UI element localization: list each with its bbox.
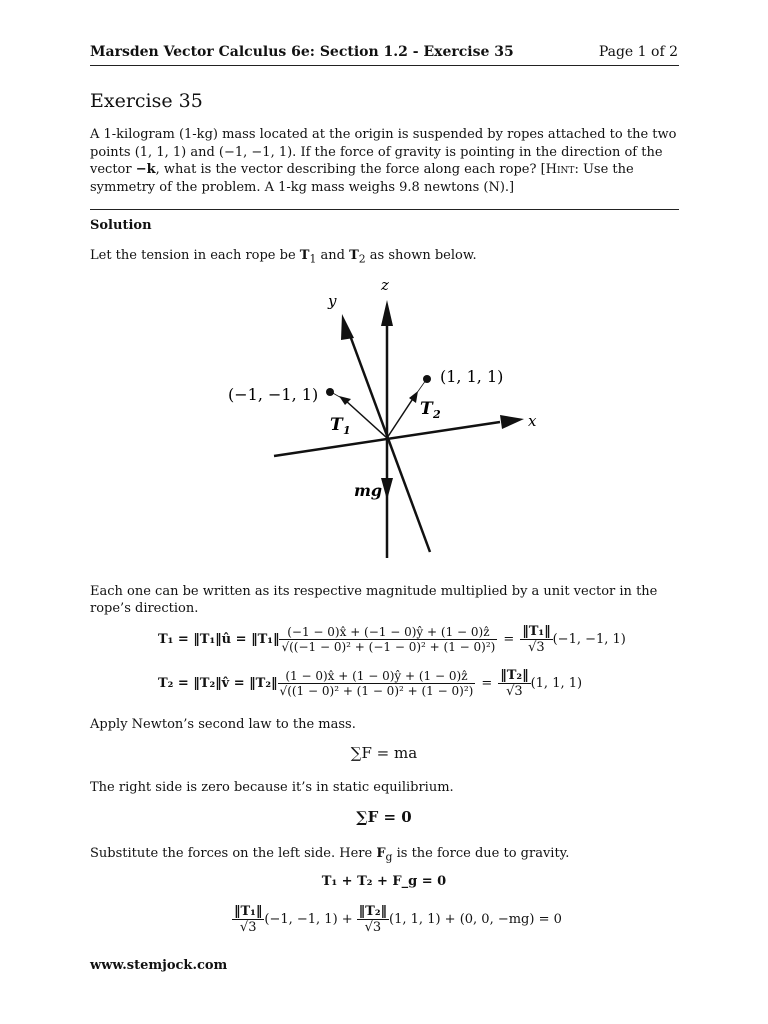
- equation-final: [232, 904, 562, 935]
- eq-final-n2: ‖T₂‖: [358, 904, 388, 919]
- intro-after: as shown below.: [365, 248, 477, 263]
- hint-word: Hint: [545, 162, 575, 177]
- y-axis-arrowhead: [341, 314, 354, 340]
- t2-rope: [414, 380, 426, 397]
- mg-label: mg: [354, 481, 383, 500]
- substitute-fg: F: [376, 846, 386, 861]
- x-axis-arrowhead: [500, 415, 524, 429]
- intro-before: Let the tension in each rope be: [90, 248, 300, 263]
- substitute-before: Substitute the forces on the left side. Here: [90, 846, 377, 861]
- point-left: [326, 388, 334, 396]
- eq-t1-num: (−1 − 0)x̂ + (−1 − 0)ŷ + (1 − 0)ẑ: [279, 625, 497, 640]
- axis-y-label: y: [328, 292, 337, 310]
- t2-vector: [387, 397, 414, 438]
- intro-text: [90, 247, 477, 268]
- solution-heading: Solution: [90, 218, 152, 233]
- equation-sum: T₁ + T₂ + F_g = 0: [321, 874, 447, 889]
- eq-t1-rnum: ‖T₁‖: [522, 624, 551, 639]
- problem-text-1: A 1-kilogram (1-kg) mass located at the origin is suspended by ropes attached to the two points (1, 1, 1) and (−1, −1, 1). If the force of gravity is pointing in the direction of the vector: [90, 127, 677, 177]
- eq-final-frac1: [232, 904, 264, 935]
- problem-statement: [90, 126, 680, 196]
- t1-label-sub: 1: [343, 424, 351, 437]
- header-rule: [90, 65, 679, 66]
- eq-t2-rden: √3: [506, 684, 523, 699]
- problem-text-3: : Use the symmetry of the problem. A 1-kg mass weighs 9.8 newtons (N).]: [90, 162, 634, 195]
- intro-t1: T: [299, 248, 310, 263]
- intro-mid: and: [316, 248, 350, 263]
- eq-t1-equals: =: [503, 632, 515, 647]
- point-right-label: (1, 1, 1): [440, 367, 504, 386]
- force-diagram: [200, 270, 560, 570]
- eq-t2-fraction: [278, 669, 476, 698]
- eq-final-d2: √3: [364, 920, 382, 935]
- unit-vector-text: Each one can be written as its respective magnitude multiplied by a unit vector in the rope’s direction.: [90, 584, 658, 616]
- eq-final-v1: (−1, −1, 1) +: [264, 912, 353, 927]
- eq-t1-vec: (−1, −1, 1): [552, 632, 626, 647]
- y-axis: [348, 330, 430, 552]
- t1-label: T: [330, 415, 343, 435]
- eq-final-frac2: [357, 904, 389, 935]
- z-axis-arrowhead: [381, 300, 393, 326]
- eq-t2-equals: =: [481, 676, 493, 691]
- equation-t2: [158, 668, 582, 699]
- static-text: The right side is zero because it’s in static equilibrium.: [90, 780, 454, 795]
- problem-text-2: , what is the vector describing the force along each rope? [: [155, 162, 546, 177]
- substitute-text: [90, 845, 569, 866]
- eq-t1-den: √((−1 − 0)² + (−1 − 0)² + (1 − 0)²): [281, 640, 496, 654]
- eq-t2-den: √((1 − 0)² + (1 − 0)² + (1 − 0)²): [279, 684, 474, 698]
- eq-t2-rnum: ‖T₂‖: [500, 668, 529, 683]
- eq-t2-mag-fraction: [498, 668, 530, 699]
- equation-newton: ∑F = ma: [350, 744, 418, 762]
- eq-final-d1: √3: [239, 920, 257, 935]
- intro-t1-sub: 1: [309, 252, 317, 266]
- equation-static: ∑F = 0: [356, 808, 412, 826]
- eq-t1-fraction: [279, 625, 497, 654]
- substitute-after: is the force due to gravity.: [392, 846, 570, 861]
- footer-link[interactable]: www.stemjock.com: [90, 958, 228, 973]
- point-right: [423, 375, 431, 383]
- page-number: Page 1 of 2: [598, 44, 678, 60]
- eq-t1-mag-fraction: [520, 624, 552, 655]
- header-title: Marsden Vector Calculus 6e: Section 1.2 - Exercise 35: [90, 44, 514, 60]
- newton-text: Apply Newton’s second law to the mass.: [90, 717, 356, 732]
- point-left-label: (−1, −1, 1): [228, 385, 319, 404]
- eq-final-v2: (1, 1, 1) + (0, 0, −mg) = 0: [389, 912, 562, 927]
- intro-t2: T: [349, 248, 359, 263]
- intro-t2-sub: 2: [358, 252, 366, 266]
- mg-arrowhead: [381, 478, 393, 500]
- eq-t2-vec: (1, 1, 1): [530, 676, 583, 691]
- eq-final-n1: ‖T₁‖: [234, 904, 263, 919]
- exercise-title: Exercise 35: [90, 90, 203, 112]
- equation-t1: [158, 624, 626, 655]
- eq-t1-rden: √3: [528, 640, 545, 655]
- eq-t1-lhs: T₁ = ‖T₁‖û = ‖T₁‖: [158, 632, 280, 647]
- eq-t2-lhs: T₂ = ‖T₂‖v̂ = ‖T₂‖: [158, 676, 278, 691]
- axis-x-label: x: [528, 412, 537, 430]
- t2-label: T: [420, 399, 433, 419]
- problem-neg-k: −k: [135, 162, 156, 177]
- section-rule: [90, 209, 679, 210]
- axis-z-label: z: [381, 276, 389, 294]
- substitute-fg-sub: g: [385, 850, 393, 864]
- eq-t2-num: (1 − 0)x̂ + (1 − 0)ŷ + (1 − 0)ẑ: [278, 669, 476, 684]
- t2-label-sub: 2: [433, 408, 441, 421]
